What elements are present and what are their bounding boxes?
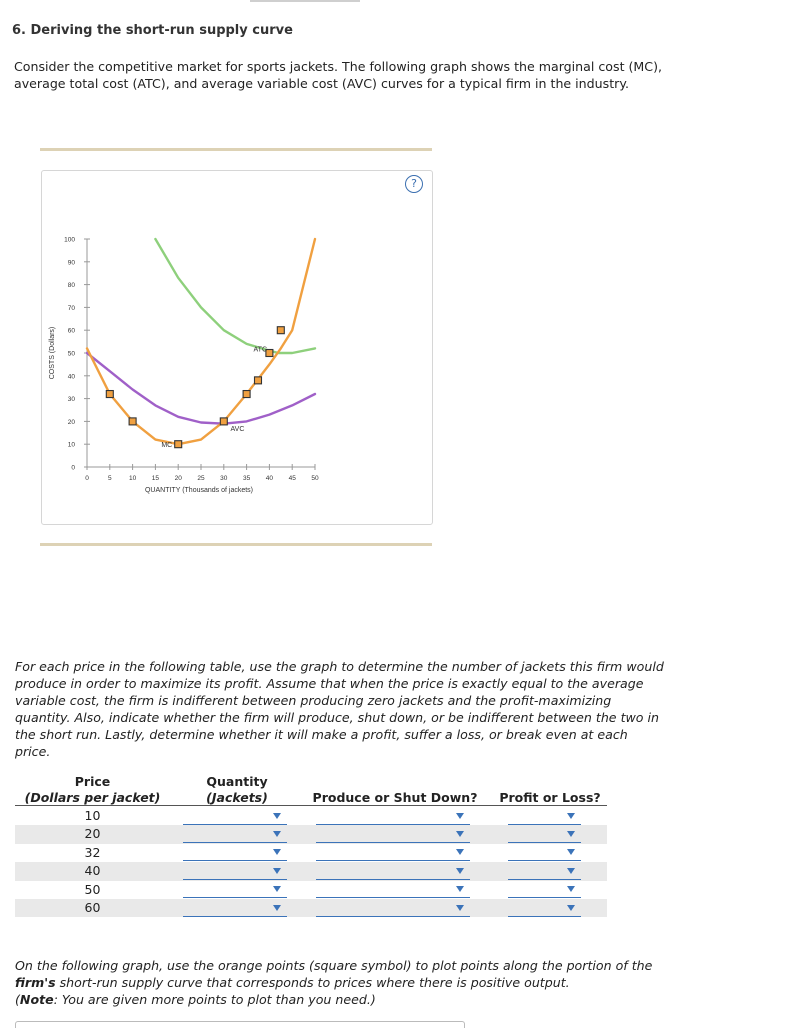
profit-loss-dropdown[interactable] <box>508 844 581 861</box>
quantity-dropdown[interactable] <box>183 844 287 861</box>
graph-top-divider <box>40 148 432 151</box>
mc-point-marker <box>106 391 113 398</box>
y-tick-label: 40 <box>67 373 75 381</box>
chevron-down-icon <box>567 905 575 911</box>
produce-column-header: Produce or Shut Down? <box>312 790 478 805</box>
price-cell: 32 <box>84 844 101 860</box>
quantity-column-header: Quantity (Jackets) <box>206 774 268 805</box>
y-tick-label: 100 <box>64 236 75 244</box>
table-header-rule <box>15 805 607 806</box>
chevron-down-icon <box>567 813 575 819</box>
chevron-down-icon <box>456 905 464 911</box>
profit-loss-dropdown[interactable] <box>508 863 581 880</box>
atc-curve <box>155 239 315 353</box>
produce-shutdown-dropdown[interactable] <box>316 826 470 843</box>
quantity-dropdown[interactable] <box>183 881 287 898</box>
profit-loss-dropdown[interactable] <box>508 826 581 843</box>
mc-point-marker <box>255 377 262 384</box>
help-icon[interactable]: ? <box>405 175 423 193</box>
chevron-down-icon <box>567 849 575 855</box>
x-tick-label: 40 <box>265 475 274 482</box>
price-column-header: Price (Dollars per jacket) <box>24 774 161 805</box>
chevron-down-icon <box>273 868 281 874</box>
produce-shutdown-dropdown[interactable] <box>316 844 470 861</box>
chevron-down-icon <box>456 849 464 855</box>
y-tick-label: 60 <box>67 327 75 335</box>
x-tick-label: 50 <box>311 475 319 482</box>
quantity-dropdown[interactable] <box>183 826 287 843</box>
avc-label: AVC <box>230 426 245 434</box>
y-tick-label: 70 <box>67 304 75 312</box>
chevron-down-icon <box>273 813 281 819</box>
chevron-down-icon <box>456 813 464 819</box>
next-graph-frame <box>15 1021 465 1028</box>
chevron-down-icon <box>567 831 575 837</box>
x-tick-label: 10 <box>128 475 137 482</box>
quantity-dropdown[interactable] <box>183 808 287 825</box>
plot-instructions: On the following graph, use the orange points (square symbol) to plot points along the portion of the firm's short-run supply curve that corresponds to prices where there is positive output. (Note: You are given more points to plot than you need.) <box>15 958 653 1007</box>
x-tick-label: 35 <box>242 475 251 482</box>
produce-shutdown-dropdown[interactable] <box>316 900 470 917</box>
intro-text: Consider the competitive market for sports jackets. The following graph shows the marginal cost (MC), average total cost (ATC), and average variable cost (AVC) curves for a typical firm in the industry. <box>14 59 662 91</box>
x-axis-label: QUANTITY (Thousands of jackets) <box>144 487 254 494</box>
price-cell: 40 <box>84 863 101 879</box>
x-tick-label: 5 <box>107 475 112 482</box>
x-tick-label: 25 <box>197 475 205 482</box>
chevron-down-icon <box>273 849 281 855</box>
x-tick-label: 15 <box>151 475 160 482</box>
profit-loss-dropdown[interactable] <box>508 808 581 825</box>
atc-label: ATC <box>253 346 268 354</box>
price-cell: 10 <box>84 808 101 823</box>
chevron-down-icon <box>456 868 464 874</box>
y-axis-label: COSTS (Dollars) <box>49 326 56 380</box>
chevron-down-icon <box>273 886 281 892</box>
price-cell: 50 <box>84 881 101 897</box>
y-tick-label: 0 <box>71 464 75 472</box>
y-tick-label: 20 <box>67 418 75 426</box>
cost-chart-svg <box>42 171 432 524</box>
table-instructions: For each price in the following table, use the graph to determine the number of jackets this firm would produce in order to maximize its profit. Assume that when the price is exactly equal to the average variable cost, the firm is indifferent between producing zero jackets and the profit-maximizing quantity. Also, indicate whether the firm will produce, shut down, or be indifferent between the two in the short run. Lastly, determine whether it will make a profit, suffer a loss, or break even at each price. <box>15 659 664 759</box>
mc-point-marker <box>277 327 284 334</box>
y-tick-label: 50 <box>67 350 75 358</box>
avc-curve <box>87 353 315 424</box>
x-tick-label: 45 <box>288 475 296 482</box>
profit-loss-dropdown[interactable] <box>508 881 581 898</box>
chevron-down-icon <box>567 868 575 874</box>
mc-point-marker <box>220 418 227 425</box>
x-tick-label: 30 <box>220 475 228 482</box>
chevron-down-icon <box>273 905 281 911</box>
price-cell: 60 <box>84 900 101 915</box>
y-tick-label: 30 <box>67 396 75 404</box>
x-tick-label: 20 <box>174 475 182 482</box>
profit-column-header: Profit or Loss? <box>499 790 601 805</box>
y-tick-label: 10 <box>67 441 75 449</box>
question-heading: 6. Deriving the short-run supply curve <box>12 23 293 38</box>
y-tick-label: 80 <box>67 282 75 290</box>
top-divider <box>250 0 360 2</box>
chevron-down-icon <box>273 831 281 837</box>
y-tick-label: 90 <box>67 259 75 267</box>
produce-shutdown-dropdown[interactable] <box>316 863 470 880</box>
chevron-down-icon <box>456 831 464 837</box>
quantity-dropdown[interactable] <box>183 900 287 917</box>
x-tick-label: 0 <box>85 475 89 482</box>
profit-loss-dropdown[interactable] <box>508 900 581 917</box>
graph-bottom-divider <box>40 543 432 546</box>
mc-curve <box>87 239 315 444</box>
price-cell: 20 <box>84 826 101 842</box>
mc-label: MC <box>161 442 173 450</box>
mc-point-marker <box>129 418 136 425</box>
chevron-down-icon <box>567 886 575 892</box>
produce-shutdown-dropdown[interactable] <box>316 808 470 825</box>
cost-curves-graph <box>41 170 433 525</box>
quantity-dropdown[interactable] <box>183 863 287 880</box>
mc-point-marker <box>243 391 250 398</box>
produce-shutdown-dropdown[interactable] <box>316 881 470 898</box>
mc-point-marker <box>175 441 182 448</box>
chevron-down-icon <box>456 886 464 892</box>
